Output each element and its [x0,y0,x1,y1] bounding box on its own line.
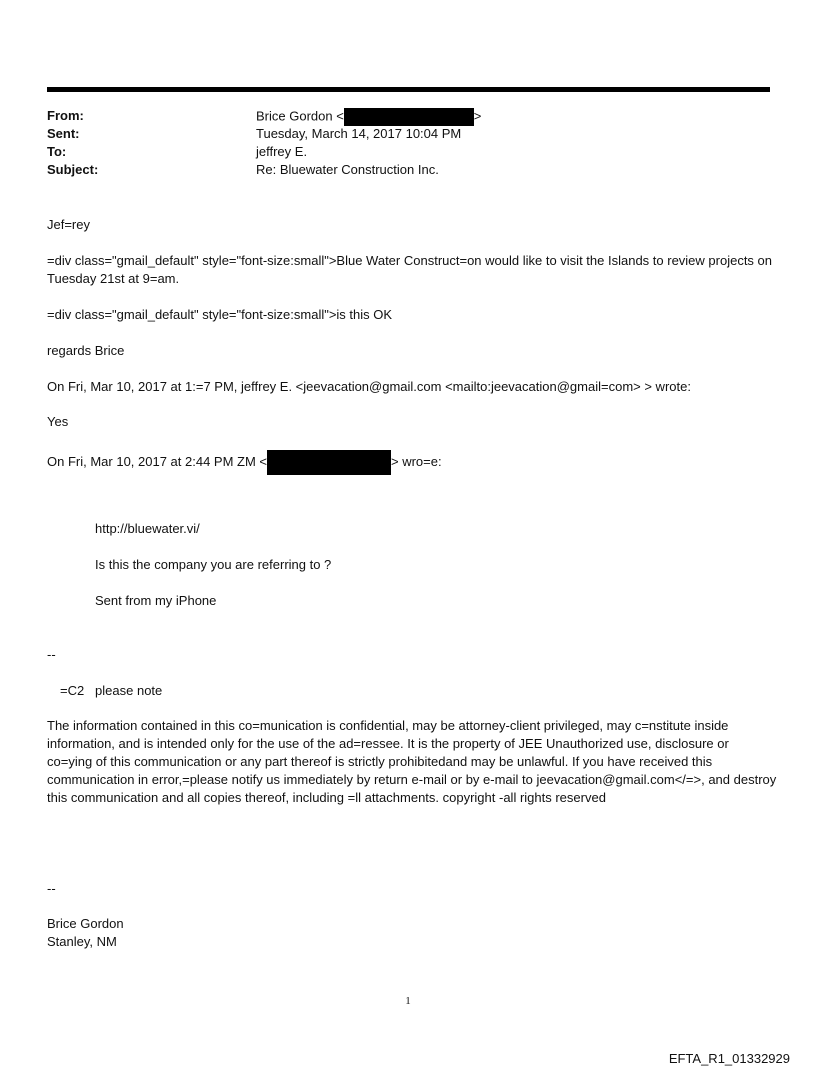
from-value-suffix: > [473,108,482,124]
to-value: jeffrey E. [256,144,308,159]
subject-label: Subject: [47,162,99,177]
bates-number: EFTA_R1_01332929 [668,1051,790,1066]
to-label: To: [47,144,67,159]
reply-yes: Yes [47,414,69,429]
body-paragraph-2: =div class="gmail_default" style="font-size:small">is this OK [47,307,393,322]
subject-value: Re: Bluewater Construction Inc. [256,162,439,177]
header-rule [47,87,770,92]
signature-separator-2: -- [47,881,56,896]
quote-header-2 [47,450,777,475]
signature-name: Brice Gordon [47,916,124,931]
sent-label: Sent: [47,126,80,141]
body-paragraph-1: =div class="gmail_default" style="font-size:small">Blue Water Construct=on would like to visit the Islands to review projects on Tuesday 21st at 9=am. [47,253,776,286]
page-number: 1 [405,995,411,1007]
disclaimer: The information contained in this co=munication is confidential, may be attorney-client privileged, may c=nstitute inside information, and is intended only for the use of the ad=ressee. It is the property of JEE Unauthorized use, disclosure or co=ying of this communication or any part thereof is strictly prohibitedand may be unlawful. If you have received this communication in error,=please notify us immediately by return e-mail or by e-mail to jeevacation@gmail.com</=>, and destroy this communication and all copies thereof, including =ll attachments. copyright -all rights reserved [47,718,780,805]
regards: regards Brice [47,343,125,358]
redaction-box [344,108,474,126]
quoted-question: Is this the company you are referring to ? [95,557,332,572]
quoted-link[interactable]: http://bluewater.vi/ [95,521,200,536]
quote-header-2-prefix: On Fri, Mar 10, 2017 at 2:44 PM ZM < [47,453,268,469]
quote-header-1: On Fri, Mar 10, 2017 at 1:=7 PM, jeffrey E. <jeevacation@gmail.com <mailto:jeevacation@gmail=com> > wrote: [47,379,691,394]
salutation: Jef=rey [47,217,90,232]
quoted-sent-from: Sent from my iPhone [95,593,217,608]
sent-value: Tuesday, March 14, 2017 10:04 PM [256,126,462,141]
from-label: From: [47,108,84,123]
please-note: =C2 please note [60,683,163,698]
redaction-box [267,450,391,475]
quote-header-2-suffix: > wro=e: [391,453,442,469]
from-value [256,108,481,126]
signature-separator-1: -- [47,647,56,662]
signature-location: Stanley, NM [47,934,117,949]
from-value-prefix: Brice Gordon < [256,108,344,124]
